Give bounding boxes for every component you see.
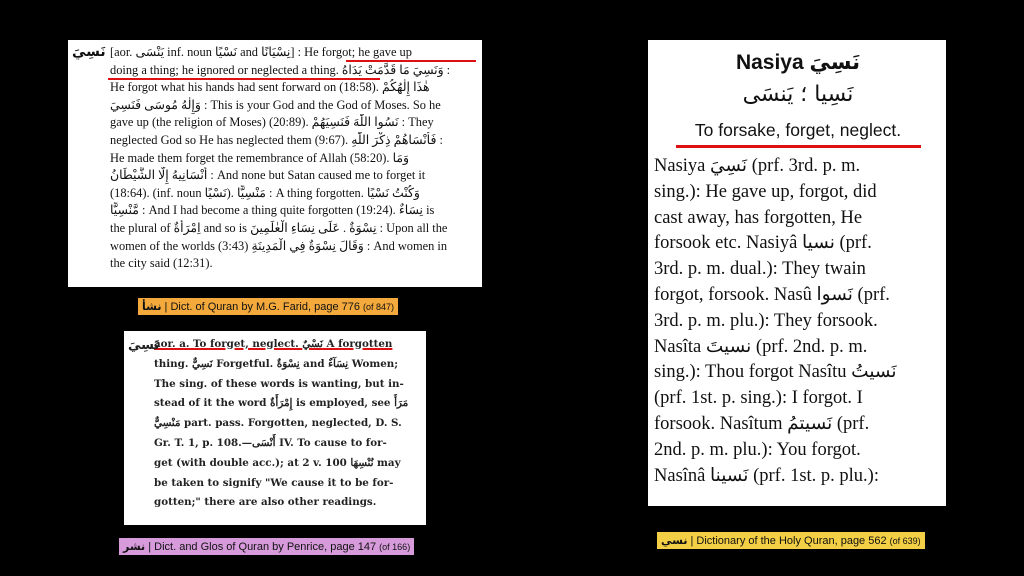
holy-caption [657,532,925,549]
holy-line: 3rd. p. m. plu.): They forsook. [654,310,878,331]
penrice-entry-body [154,335,422,513]
holy-line: 3rd. p. m. dual.): They twain [654,259,866,280]
farid-dictionary-entry [68,40,482,287]
holy-meaning: To forsake, forget, neglect. [694,120,902,140]
holy-line: 2nd. p. m. plu.): You forgot. [654,439,861,460]
farid-line: أَنْسَانِيهُ إِلَّا الشَّيْطَانُ : And none but Satan caused me to forget it [110,168,426,183]
penrice-caption-text: | Dict. and Glos of Quran by Penrice, page 147 [145,541,380,553]
farid-caption-text: | Dict. of Quran by M.G. Farid, page 776 [161,301,364,313]
holy-quran-dictionary-entry [648,40,946,506]
farid-meaning-underline-1 [346,60,476,62]
farid-caption-pages: (of 847) [363,302,395,312]
farid-caption-root: نشأ [142,300,162,313]
penrice-line: مَنْسِيٌّ part. pass. Forgotten, neglected, D. S. [154,417,402,430]
penrice-caption [119,538,414,555]
farid-line: gave up (the religion of Moses) (20:89). نَسُوا اللّٰهَ فَنَسِيَهُمْ : They [110,115,434,130]
holy-line: forsook. Nasîtum نَسيتمُ (prf. [654,413,870,434]
penrice-line: thing. نَسِيٌّ Forgetful. نِسْوَةٌ and نِسَآءٌ Women; [154,357,399,370]
holy-caption-pages: (of 639) [889,536,921,546]
holy-line: Nasînâ نَسينا (prf. 1st. p. plu.): [654,465,879,486]
farid-line: the city said (12:31). [110,256,213,271]
farid-line: وَإِلٰهُ مُوسَى فَنَسِيَ : This is your God and the God of Moses. So he [110,97,441,112]
holy-line: Nasiya نَسِيَ (prf. 3rd. p. m. [654,156,861,176]
penrice-caption-root: نشر [123,540,146,553]
holy-title [654,46,942,79]
farid-line: مَّنْسِيًّا : And I had become a thing quite forgotten (19:24). نِسَاءٌ is [110,203,435,218]
penrice-headword: نَسِيَ [128,338,160,353]
farid-line: He forgot what his hands had sent forward on (18:58). هٰذَا إِلٰهُكُمْ [110,80,430,95]
farid-line: doing a thing; he ignored or neglected a thing. وَنَسِيَ مَا قَدَّمَتْ يَدَاهُ : [110,62,451,77]
holy-caption-text: | Dictionary of the Holy Quran, page 562 [687,535,890,547]
penrice-line: Gr. T. 1, p. 108.—أَنْسَى IV. To cause to for- [154,436,387,449]
farid-meaning-underline-2 [108,78,380,80]
farid-line: (18:64). (inf. noun نَسْيًا). مَنْسِيًّا : A thing forgotten. وَكُنْتُ نَسْيًا [110,185,420,200]
holy-title-latin: Nasiya [735,51,804,74]
penrice-caption-pages: (of 166) [379,542,411,552]
penrice-line [154,335,422,355]
farid-line: He made them forget the remembrance of Allah (58:20). وَمَا [110,150,409,165]
holy-line: forsook etc. Nasiyâ نسيا (prf. [654,233,872,254]
penrice-dictionary-entry [124,331,426,525]
farid-line: [aor. يَنْسَى inf. noun نَسْيًا and نِسْيَانًا] : He forgot; he gave up [110,45,412,59]
penrice-line: The sing. of these words is wanting, but in- [154,377,404,390]
holy-line: forgot, forsook. Nasû نَسوا (prf. [654,284,890,305]
penrice-line: gotten;" there are also other readings. [154,496,377,509]
holy-line: Nasîta نسيتَ (prf. 2nd. p. m. [654,336,868,357]
holy-line: (prf. 1st. p. sing.): I forgot. I [654,388,863,409]
holy-title-arabic: نَسِيَ [809,50,861,74]
penrice-meaning-underlined: aor. a. To forget, neglect. نَسْيٌ A forgotten [154,338,393,350]
holy-line: sing.): Thou forgot Nasîtu نَسيتُ [654,362,897,383]
penrice-line: stead of it the word إِمْرَأَةٌ is employed, see مَرَأَ [154,397,409,410]
holy-subtitle-arabic: نَسِيا ؛ يَنسَى [742,82,854,107]
penrice-line: be taken to signify "We cause it to be for- [154,476,394,489]
holy-caption-root: نسي [661,534,688,547]
holy-line: cast away, has forgotten, He [654,207,863,228]
farid-caption [138,298,398,315]
holy-meaning-underline [676,145,921,148]
farid-line: the plural of اِمْرَأَةٌ and so is نِسْوَةٌ . عَلَى نِسَاءِ الْعٰلَمِينَ : Upon all the [110,220,448,235]
farid-line: women of the worlds (3:43) وَقَالَ نِسْوَةٌ فِي الْمَدِينَةِ : And women in [110,238,448,253]
penrice-line: get (with double acc.); at 2 v. 100 نُنْسِهَا may [154,456,401,469]
farid-line: neglected God so He has neglected them (9:67). فَأَنْسَاهُمْ ذِكْرَ اللّٰهِ : [110,132,443,147]
holy-line: sing.): He gave up, forgot, did [654,181,877,202]
farid-headword: نَسِيَ [72,44,106,60]
